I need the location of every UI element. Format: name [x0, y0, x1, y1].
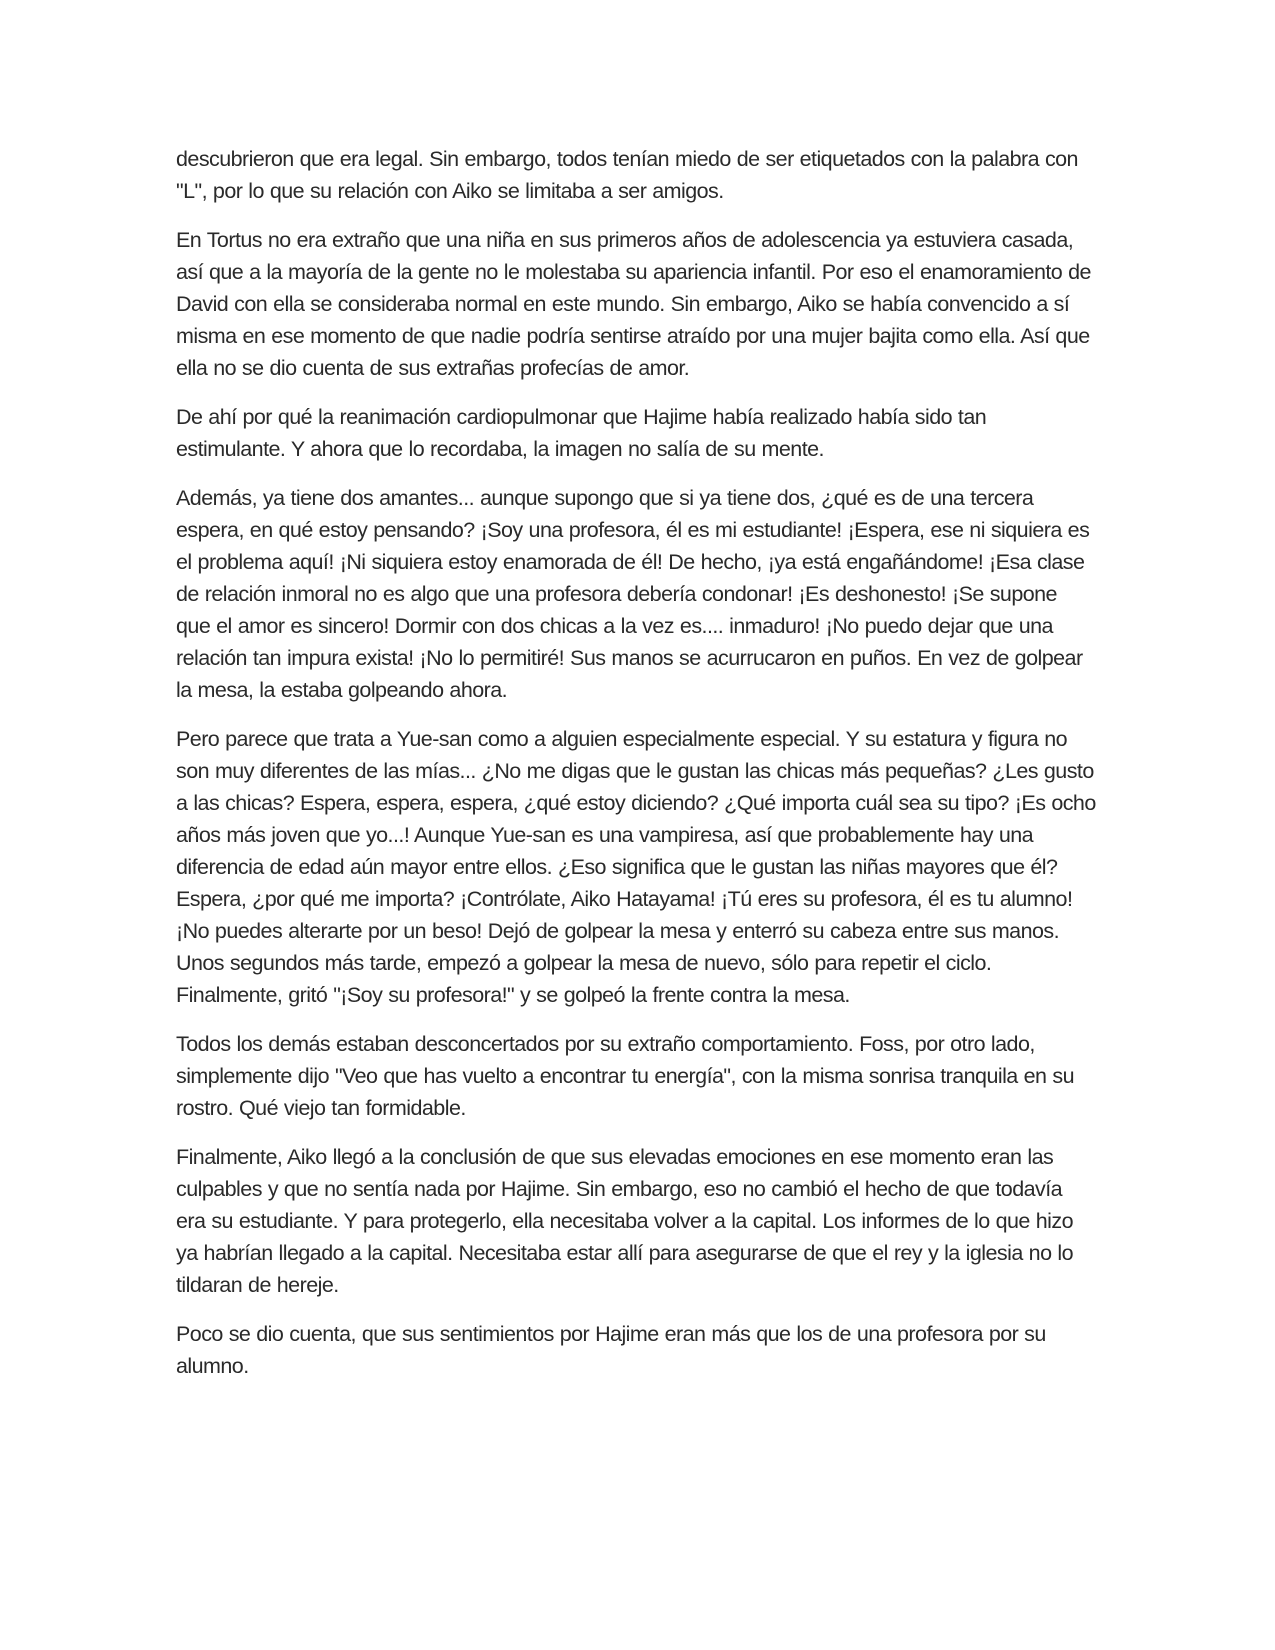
paragraph: Pero parece que trata a Yue-san como a alguien especialmente especial. Y su estatura y figura no son muy diferentes de las mías... ¿No me digas que le gustan las chicas más pequeñas? ¿Les gusto a las chicas? Espera, espera, espera, ¿qué estoy diciendo? ¿Qué importa cuál sea su tipo? ¡Es ocho años más joven que yo...! Aunque Yue-san es una vampiresa, así que probablemente hay una diferencia de edad aún mayor entre ellos. ¿Eso significa que le gustan las niñas mayores que él? Espera, ¿por qué me importa? ¡Contrólate, Aiko Hatayama! ¡Tú eres su profesora, él es tu alumno! ¡No puedes alterarte por un beso! Dejó de golpear la mesa y enterró su cabeza entre sus manos. Unos segundos más tarde, empezó a golpear la mesa de nuevo, sólo para repetir el ciclo. Finalmente, gritó "¡Soy su profesora!" y se golpeó la frente contra la mesa. — [176, 727, 1096, 1007]
paragraph: De ahí por qué la reanimación cardiopulmonar que Hajime había realizado había sido tan estimulante. Y ahora que lo recordaba, la imagen no salía de su mente. — [176, 405, 987, 461]
paragraph: Finalmente, Aiko llegó a la conclusión de que sus elevadas emociones en ese momento eran las culpables y que no sentía nada por Hajime. Sin embargo, eso no cambió el hecho de que todavía era su estudiante. Y para protegerlo, ella necesitaba volver a la capital. Los informes de lo que hizo ya habrían llegado a la capital. Necesitaba estar allí para asegurarse de que el rey y la iglesia no lo tildaran de hereje. — [176, 1145, 1074, 1297]
paragraph: Además, ya tiene dos amantes... aunque supongo que si ya tiene dos, ¿qué es de una tercera espera, en qué estoy pensando? ¡Soy una profesora, él es mi estudiante! ¡Espera, ese ni siquiera es el problema aquí! ¡Ni siquiera estoy enamorada de él! De hecho, ¡ya está engañándome! ¡Esa clase de relación inmoral no es algo que una profesora debería condonar! ¡Es deshonesto! ¡Se supone que el amor es sincero! Dormir con dos chicas a la vez es.... inmaduro! ¡No puedo dejar que una relación tan impura exista! ¡No lo permitiré! Sus manos se acurrucaron en puños. En vez de golpear la mesa, la estaba golpeando ahora. — [176, 486, 1090, 702]
paragraph: Todos los demás estaban desconcertados por su extraño comportamiento. Foss, por otro lado, simplemente dijo "Veo que has vuelto a encontrar tu energía", con la misma sonrisa tranquila en su rostro. Qué viejo tan formidable. — [176, 1032, 1074, 1120]
paragraph: En Tortus no era extraño que una niña en sus primeros años de adolescencia ya estuviera casada, así que a la mayoría de la gente no le molestaba su apariencia infantil. Por eso el enamoramiento de David con ella se consideraba normal en este mundo. Sin embargo, Aiko se había convencido a sí misma en ese momento de que nadie podría sentirse atraído por una mujer bajita como ella. Así que ella no se dio cuenta de sus extrañas profecías de amor. — [176, 228, 1091, 380]
paragraph: Poco se dio cuenta, que sus sentimientos por Hajime eran más que los de una profesora por su alumno. — [176, 1322, 1046, 1378]
document-body — [176, 143, 1096, 1399]
paragraph: descubrieron que era legal. Sin embargo, todos tenían miedo de ser etiquetados con la palabra con "L", por lo que su relación con Aiko se limitaba a ser amigos. — [176, 147, 1078, 203]
